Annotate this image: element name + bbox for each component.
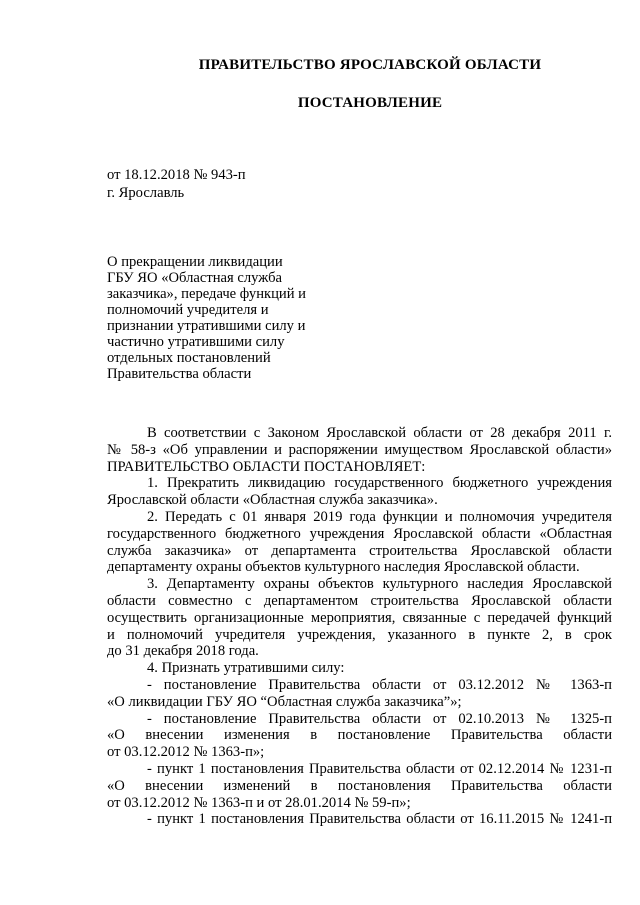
body-line: В соответствии с Законом Ярославской области от 28 декабря 2011 г. (147, 425, 612, 441)
body-line: 1. Прекратить ликвидацию государственного бюджетного учреждения (147, 475, 612, 492)
body-line: - постановление Правительства области от 03.12.2012 № 1363-п (147, 676, 612, 693)
subject-line: заказчика», передаче функций и (107, 286, 306, 302)
body-line: области совместно с департаментом строительства Ярославской области (107, 592, 612, 609)
body-line: государственного бюджетного учреждения Ярославской области «Областная (107, 525, 612, 542)
subject-line: ГБУ ЯО «Областная служба (107, 270, 283, 286)
body-line: осуществить организационные мероприятия, связанные с передачей функций (107, 609, 612, 626)
body-line: - пункт 1 постановления Правительства области от 02.12.2014 № 1231-п (147, 760, 612, 777)
city: г. Ярославль (107, 185, 185, 201)
date-number: от 18.12.2018 № 943-п (107, 167, 246, 183)
body-line: и полномочий учредителя учреждения, указанного в пункте 2, в срок (107, 626, 612, 643)
body-line: служба заказчика» от департамента строительства Ярославской области (107, 542, 612, 559)
document-body (107, 425, 612, 828)
body-line: от 03.12.2012 № 1363-п»; (107, 744, 265, 761)
subject-line: Правительства области (107, 366, 252, 382)
body-line: от 03.12.2012 № 1363-п и от 28.01.2014 № 59-п»; (107, 794, 411, 811)
body-line: - постановление Правительства области от 02.10.2013 № 1325-п (147, 710, 612, 727)
document-meta (107, 166, 407, 202)
document-type-title: ПОСТАНОВЛЕНИЕ (297, 95, 443, 111)
body-line: «О ликвидации ГБУ ЯО “Областная служба заказчика”»; (107, 693, 462, 710)
organization-title: ПРАВИТЕЛЬСТВО ЯРОСЛАВСКОЙ ОБЛАСТИ (198, 57, 542, 73)
body-line: департаменту охраны объектов культурного наследия Ярославской области. (107, 559, 580, 576)
body-line: 2. Передать с 01 января 2019 года функции и полномочия учредителя (147, 508, 612, 525)
body-line: 3. Департаменту охраны объектов культурного наследия Ярославской (147, 576, 612, 593)
subject-line: частично утратившими силу (107, 334, 285, 350)
body-line: Ярославской области «Областная служба заказчика». (107, 492, 438, 509)
body-line: № 58-з «Об управлении и распоряжении имуществом Ярославской области» (107, 441, 612, 458)
subject-line: О прекращении ликвидации (107, 254, 283, 270)
body-line: «О внесении изменений в постановления Правительства области (107, 777, 612, 794)
body-line: «О внесении изменения в постановление Правительства области (107, 727, 612, 744)
subject-line: отдельных постановлений (107, 350, 271, 366)
body-line: - пункт 1 постановления Правительства области от 16.11.2015 № 1241-п (147, 811, 612, 828)
subject-line: признании утратившими силу и (107, 318, 306, 334)
body-line: 4. Признать утратившими силу: (147, 660, 345, 677)
document-subject (107, 254, 337, 382)
body-line: ПРАВИТЕЛЬСТВО ОБЛАСТИ ПОСТАНОВЛЯЕТ: (107, 458, 426, 475)
subject-line: полномочий учредителя и (107, 302, 269, 318)
body-line: до 31 декабря 2018 года. (107, 643, 259, 660)
